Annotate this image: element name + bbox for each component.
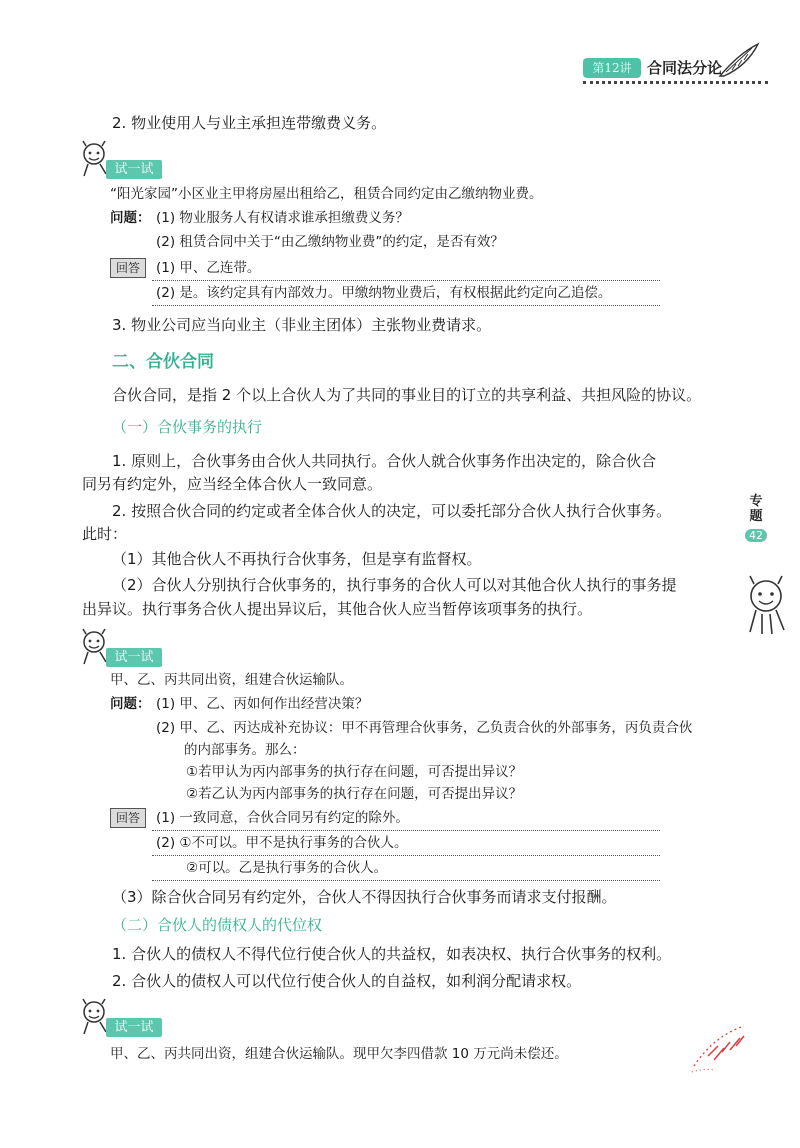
try2-answer-1: (1) 一致同意，合伙合同另有约定的除外。 — [156, 810, 409, 826]
cartoon-mascot-icon — [740, 574, 794, 638]
try2-answer-2: (2) ①不可以。甲不是执行事务的合伙人。 — [156, 835, 408, 851]
subsection-heading-2: （二）合伙人的债权人的代位权 — [112, 916, 323, 934]
question-label: 问题： — [110, 696, 151, 712]
side-chapter-tab — [742, 494, 770, 550]
try2-question-2-sub: ②若乙认为丙内部事务的执行存在问题，可否提出异议？ — [186, 786, 523, 802]
paragraph-line: 出异议。执行事务合伙人提出异议后，其他合伙人应当暂停该项事务的执行。 — [82, 600, 593, 618]
definition-paragraph: 合伙合同，是指 2 个以上合伙人为了共同的事业目的订立的共享利益、共担风险的协议。 — [112, 386, 702, 404]
try1-case: “阳光家园”小区业主甲将房屋出租给乙，租赁合同约定由乙缴纳物业费。 — [110, 186, 543, 202]
try2-answer-3: ②可以。乙是执行事务的合伙人。 — [186, 860, 388, 876]
try-it-badge — [78, 998, 158, 1044]
try1-answer-2: (2) 是。该约定具有内部效力。甲缴纳物业费后，有权根据此约定向乙追偿。 — [156, 285, 612, 301]
paragraph-line: 1. 原则上，合伙事务由合伙人共同执行。合伙人就合伙事务作出决定的，除合伙合 — [112, 452, 657, 470]
try2-question-2: 的内部事务。那么： — [184, 742, 306, 758]
paragraph-line: 此时： — [82, 525, 128, 543]
try1-question-2: (2) 租赁合同中关于“由乙缴纳物业费”的约定，是否有效？ — [156, 234, 504, 250]
answer-dotted-rule — [152, 855, 660, 856]
answer-dotted-rule — [152, 280, 660, 281]
paragraph-3: 3. 物业公司应当向业主（非业主团体）主张物业费请求。 — [112, 316, 492, 334]
paragraph-line: 2. 按照合伙合同的约定或者全体合伙人的决定，可以委托部分合伙人执行合伙事务。 — [112, 502, 672, 520]
side-tab-label: 题 — [749, 509, 763, 524]
side-tab-label: 专 — [749, 494, 763, 509]
answer-dotted-rule — [152, 830, 660, 831]
answer-badge: 回答 — [110, 808, 146, 828]
paragraph-line: 2. 合伙人的债权人可以代位行使合伙人的自益权，如利润分配请求权。 — [112, 972, 582, 990]
paragraph-line: 同另有约定外，应当经全体合伙人一致同意。 — [82, 475, 383, 493]
try-it-badge — [78, 628, 158, 674]
paragraph-line: （2）合伙人分别执行合伙事务的，执行事务的合伙人可以对其他合伙人执行的事务提 — [112, 576, 677, 594]
paragraph-2: 2. 物业使用人与业主承担连带缴费义务。 — [112, 114, 387, 132]
quill-icon — [716, 40, 760, 80]
answer-dotted-rule — [152, 305, 660, 306]
answer-badge: 回答 — [110, 258, 146, 278]
chapter-badge: 第12讲 — [583, 58, 641, 78]
paragraph-line: （1）其他合伙人不再执行合伙事务，但是享有监督权。 — [112, 550, 482, 568]
paragraph-line: （3）除合伙合同另有约定外，合伙人不得因执行合伙事务而请求支付报酬。 — [112, 888, 617, 906]
try-it-badge — [78, 140, 158, 186]
try1-question-1: (1) 物业服务人有权请求谁承担缴费义务？ — [156, 210, 409, 226]
try2-question-1: (1) 甲、乙、丙如何作出经营决策？ — [156, 696, 369, 712]
try-it-label: 试一试 — [106, 1018, 162, 1037]
subsection-heading-1: （一）合伙事务的执行 — [112, 418, 263, 436]
question-label: 问题： — [110, 210, 151, 226]
answer-dotted-rule — [152, 880, 660, 881]
header-dotted-rule — [583, 81, 768, 84]
paragraph-line: 1. 合伙人的债权人不得代位行使合伙人的共益权，如表决权、执行合伙事务的权利。 — [112, 945, 672, 963]
try3-case: 甲、乙、丙共同出资，组建合伙运输队。现甲欠李四借款 10 万元尚未偿还。 — [110, 1046, 568, 1062]
section-heading: 二、合伙合同 — [112, 352, 214, 372]
try-it-label: 试一试 — [106, 160, 162, 179]
try2-case: 甲、乙、丙共同出资，组建合伙运输队。 — [110, 672, 353, 688]
try-it-label: 试一试 — [106, 648, 162, 667]
running-header-title: 合同法分论 — [647, 59, 723, 77]
side-tab-number: 42 — [745, 529, 767, 542]
try2-question-2: (2) 甲、乙、丙达成补充协议：甲不再管理合伙事务，乙负责合伙的外部事务，丙负责合伙 — [156, 720, 693, 736]
try1-answer-1: (1) 甲、乙连带。 — [156, 260, 261, 276]
red-stamp-mark — [684, 1016, 768, 1076]
try2-question-2-sub: ①若甲认为丙内部事务的执行存在问题，可否提出异议？ — [186, 764, 523, 780]
